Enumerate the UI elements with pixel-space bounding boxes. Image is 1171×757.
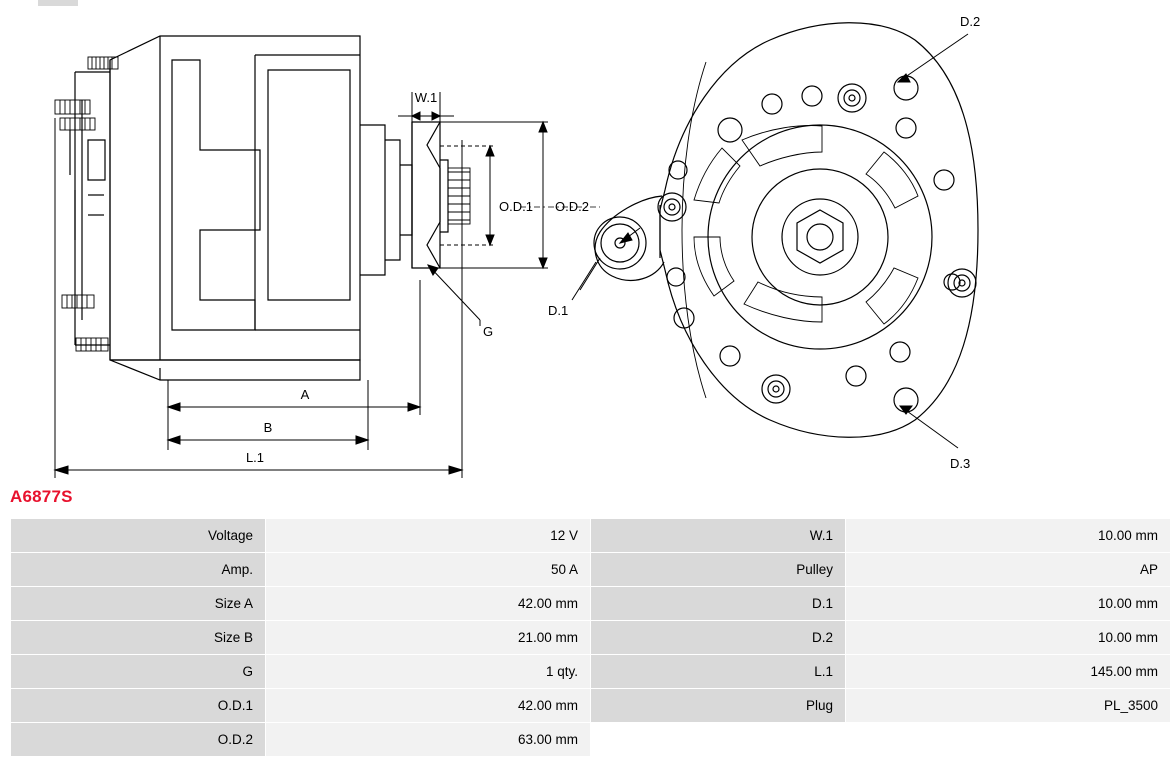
front-view-group xyxy=(548,14,980,471)
side-view-group xyxy=(55,36,600,478)
spec-value: 63.00 mm xyxy=(266,723,591,757)
table-row xyxy=(11,519,1171,553)
spec-label: G xyxy=(11,655,266,689)
spec-label: L.1 xyxy=(591,655,846,689)
label-b: B xyxy=(263,420,273,435)
table-row xyxy=(11,723,1171,757)
spec-value: AP xyxy=(846,553,1171,587)
label-d2: D.2 xyxy=(960,14,981,29)
spec-value: 42.00 mm xyxy=(266,587,591,621)
table-row xyxy=(11,655,1171,689)
label-od2: O.D.2 xyxy=(555,199,589,214)
spec-value: 1 qty. xyxy=(266,655,591,689)
spec-label: D.1 xyxy=(591,587,846,621)
spec-label: D.2 xyxy=(591,621,846,655)
label-od1: O.D.1 xyxy=(499,199,533,214)
spec-value: 12 V xyxy=(266,519,591,553)
spec-value: PL_3500 xyxy=(846,689,1171,723)
table-row xyxy=(11,553,1171,587)
label-w1: W.1 xyxy=(414,90,438,105)
spec-value: 21.00 mm xyxy=(266,621,591,655)
spec-value: 42.00 mm xyxy=(266,689,591,723)
spec-label: Size B xyxy=(11,621,266,655)
spec-value: 10.00 mm xyxy=(846,621,1171,655)
label-d1: D.1 xyxy=(548,303,569,318)
spec-value: 50 A xyxy=(266,553,591,587)
table-row xyxy=(11,587,1171,621)
spec-value: 145.00 mm xyxy=(846,655,1171,689)
spec-empty-cell xyxy=(846,723,1171,757)
label-a: A xyxy=(300,387,310,402)
spec-value: 10.00 mm xyxy=(846,519,1171,553)
part-number: A6877S xyxy=(10,487,73,506)
spec-value: 10.00 mm xyxy=(846,587,1171,621)
spec-label: Amp. xyxy=(11,553,266,587)
specifications-table xyxy=(10,518,1171,757)
spec-label: O.D.2 xyxy=(11,723,266,757)
spec-label: Size A xyxy=(11,587,266,621)
spec-label: Plug xyxy=(591,689,846,723)
table-row xyxy=(11,689,1171,723)
spec-label: O.D.1 xyxy=(11,689,266,723)
table-row xyxy=(11,621,1171,655)
spec-label: W.1 xyxy=(591,519,846,553)
label-g: G xyxy=(483,324,494,339)
spec-label: Pulley xyxy=(591,553,846,587)
spec-empty-cell xyxy=(591,723,846,757)
label-d3: D.3 xyxy=(950,456,971,471)
label-l1: L.1 xyxy=(245,450,265,465)
spec-label: Voltage xyxy=(11,519,266,553)
